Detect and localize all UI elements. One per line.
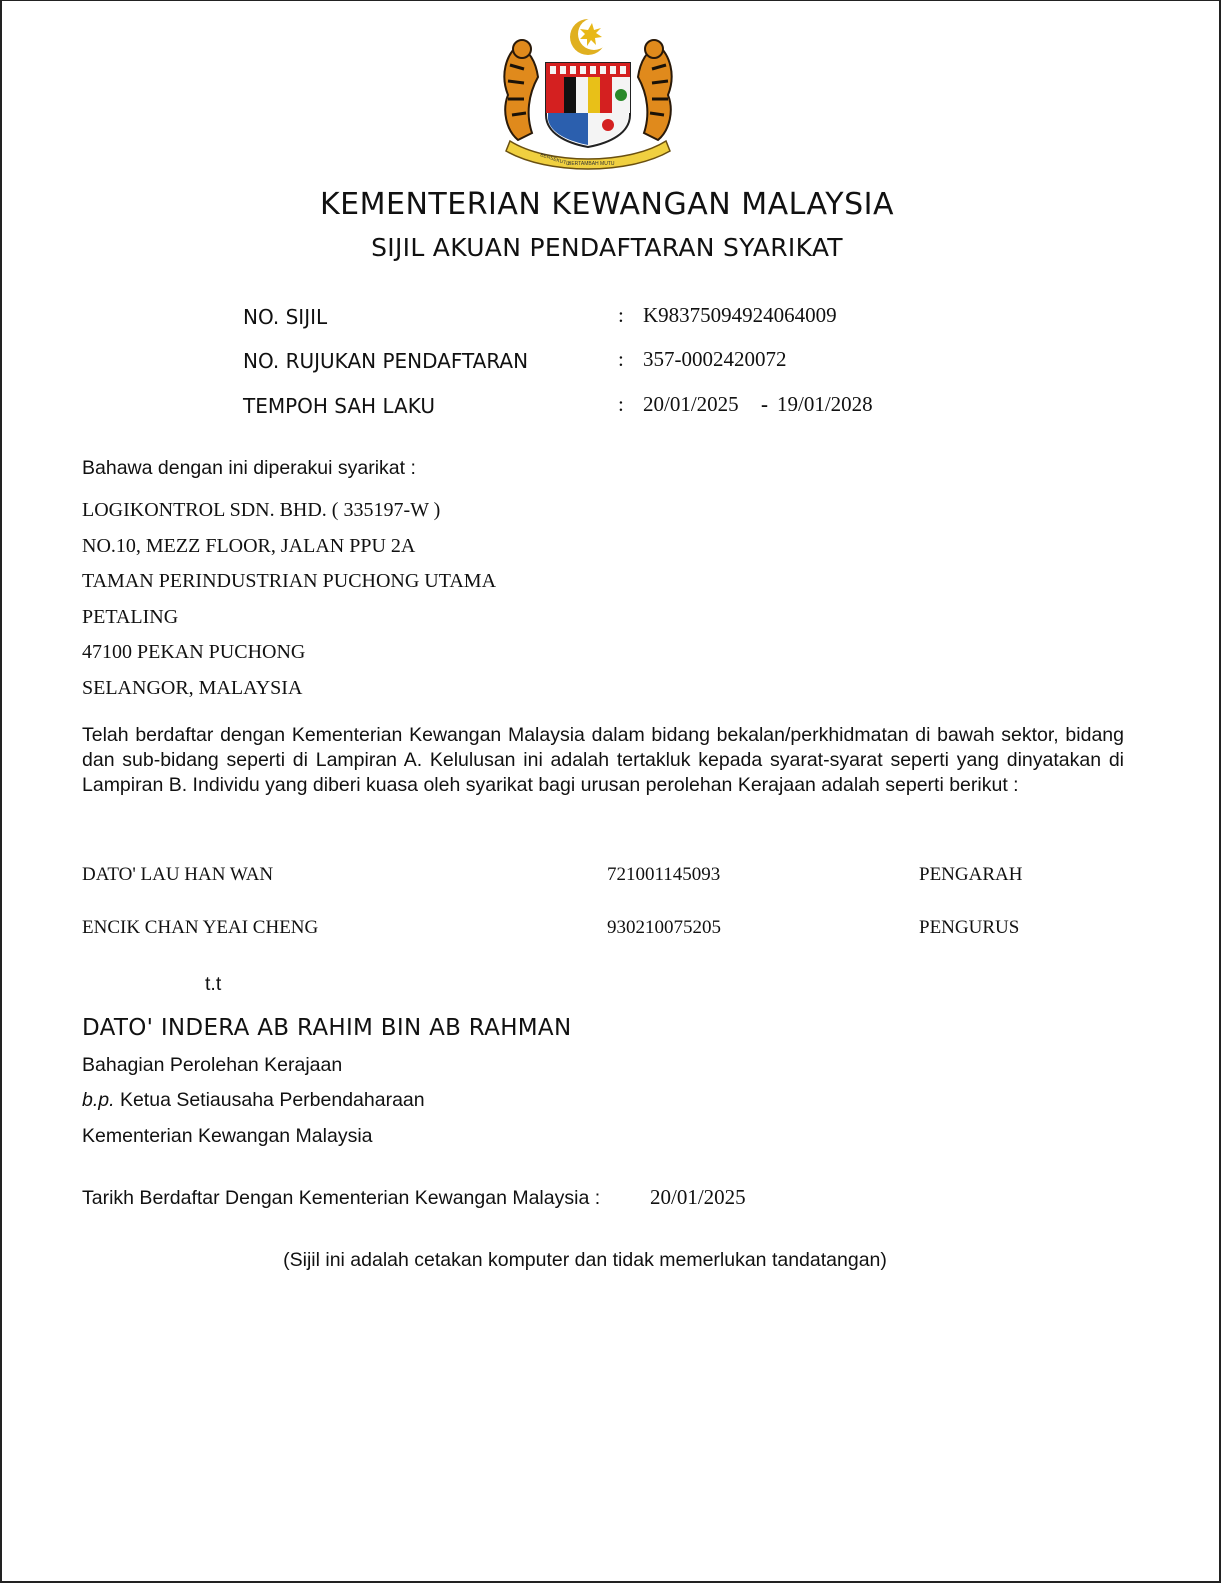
malaysia-coat-of-arms-icon bbox=[488, 15, 688, 171]
no-sijil-colon: : bbox=[618, 303, 624, 327]
authorized-position: PENGURUS bbox=[919, 917, 1020, 938]
tempoh-from: 20/01/2025 bbox=[643, 392, 739, 416]
no-rujukan-label: NO. RUJUKAN PENDAFTARAN bbox=[243, 349, 529, 373]
registration-date-label: Tarikh Berdaftar Dengan Kementerian Kewangan Malaysia : bbox=[82, 1187, 601, 1209]
signatory-ministry: Kementerian Kewangan Malaysia bbox=[82, 1125, 373, 1147]
authorized-id: 721001145093 bbox=[607, 864, 721, 885]
address-line: SELANGOR, MALAYSIA bbox=[82, 677, 303, 699]
no-rujukan-value: 357-0002420072 bbox=[643, 347, 787, 371]
bp-prefix: b.p. bbox=[82, 1089, 115, 1111]
computer-print-note: (Sijil ini adalah cetakan komputer dan tidak memerlukan tandatangan) bbox=[283, 1249, 887, 1271]
bp-title: Ketua Setiausaha Perbendaharaan bbox=[119, 1089, 425, 1111]
authorized-name: ENCIK CHAN YEAI CHENG bbox=[82, 917, 319, 938]
registration-statement: Telah berdaftar dengan Kementerian Kewangan Malaysia dalam bidang bekalan/perkhidmatan di bawah sektor, bidang dan sub-bidang seperti di Lampiran A. Kelulusan ini adalah tertakluk kepada syarat-syarat seperti yang dinyatakan di Lampiran B. Individu yang diberi kuasa oleh syarikat bagi urusan perolehan Kerajaan adalah seperti berikut : bbox=[82, 724, 1124, 796]
address-line: PETALING bbox=[82, 606, 179, 628]
authorized-position: PENGARAH bbox=[919, 864, 1023, 885]
no-sijil-label: NO. SIJIL bbox=[243, 305, 328, 329]
tempoh-separator: - bbox=[761, 392, 768, 416]
certificate-title: SIJIL AKUAN PENDAFTARAN SYARIKAT bbox=[371, 233, 843, 262]
no-sijil-value: K98375094924064009 bbox=[643, 303, 837, 327]
address-line: TAMAN PERINDUSTRIAN PUCHONG UTAMA bbox=[82, 570, 497, 592]
company-name: LOGIKONTROL SDN. BHD. ( 335197-W ) bbox=[82, 499, 441, 521]
tempoh-label: TEMPOH SAH LAKU bbox=[243, 394, 435, 418]
signatory-name: DATO' INDERA AB RAHIM BIN AB RAHMAN bbox=[82, 1015, 572, 1041]
authorized-id: 930210075205 bbox=[607, 917, 721, 938]
signatory-division: Bahagian Perolehan Kerajaan bbox=[82, 1054, 343, 1076]
authorized-name: DATO' LAU HAN WAN bbox=[82, 864, 274, 885]
tempoh-to: 19/01/2028 bbox=[777, 392, 873, 416]
ministry-title: KEMENTERIAN KEWANGAN MALAYSIA bbox=[320, 187, 894, 222]
motto-right-text: BERTAMBAH MUTU bbox=[568, 161, 615, 167]
intro-text: Bahawa dengan ini diperakui syarikat : bbox=[82, 457, 416, 479]
tempoh-colon: : bbox=[618, 392, 624, 416]
signatory-bp-line bbox=[82, 1089, 425, 1112]
motto-left-text: BERSEKUTU bbox=[539, 152, 571, 168]
tt-mark: t.t bbox=[205, 973, 222, 995]
address-line: NO.10, MEZZ FLOOR, JALAN PPU 2A bbox=[82, 535, 416, 557]
no-rujukan-colon: : bbox=[618, 347, 624, 371]
registration-date-value: 20/01/2025 bbox=[650, 1185, 746, 1209]
address-line: 47100 PEKAN PUCHONG bbox=[82, 641, 306, 663]
